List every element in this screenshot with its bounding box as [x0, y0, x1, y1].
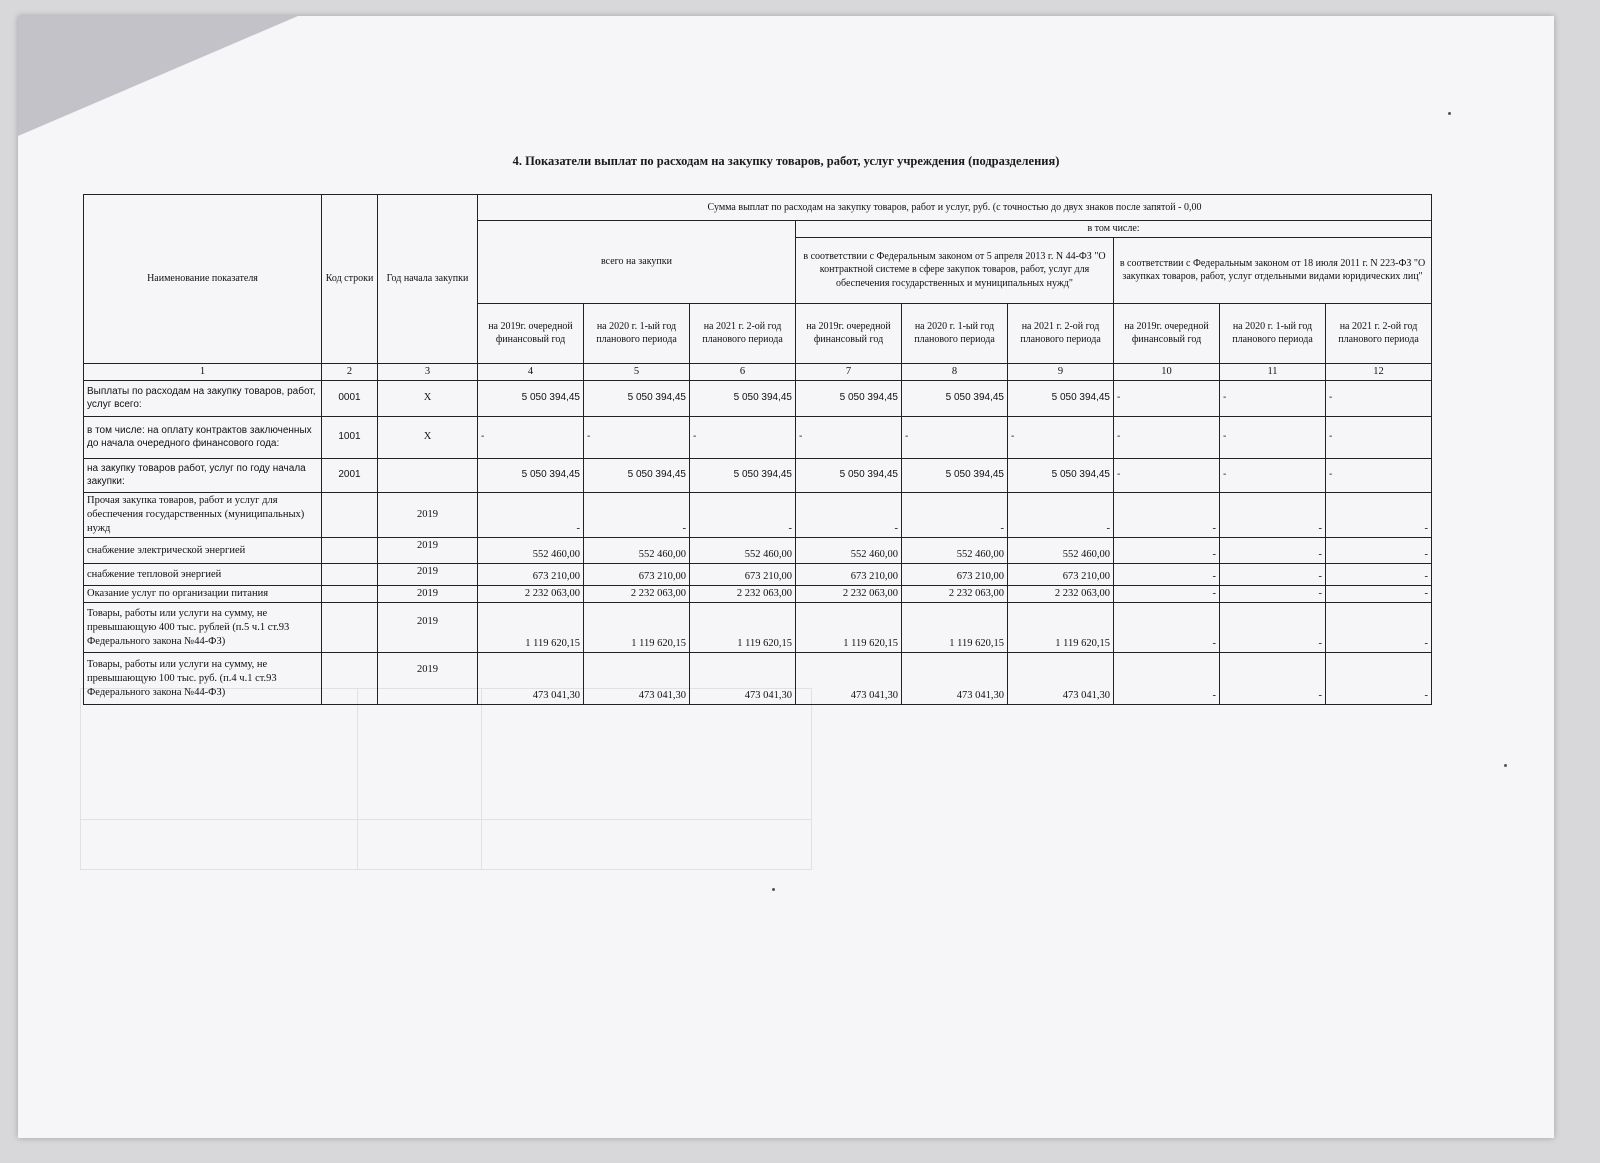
row-name: снабжение электрической энергией — [84, 538, 322, 564]
header-including: в том числе: — [796, 221, 1432, 238]
cell-value: 5 050 394,45 — [1008, 380, 1114, 416]
scan-speck — [1504, 764, 1507, 767]
column-number: 10 — [1114, 363, 1220, 380]
cell-value: 5 050 394,45 — [584, 380, 690, 416]
table-row — [84, 492, 1432, 538]
cell-value: - — [1220, 564, 1326, 586]
cell-value: - — [1114, 458, 1220, 492]
cell-value: - — [1008, 416, 1114, 458]
column-number: 6 — [690, 363, 796, 380]
cell-value: - — [1220, 538, 1326, 564]
row-code — [322, 653, 378, 705]
cell-value: 5 050 394,45 — [902, 380, 1008, 416]
column-number: 9 — [1008, 363, 1114, 380]
table-row — [84, 538, 1432, 564]
table-row — [84, 564, 1432, 586]
cell-value: - — [796, 492, 902, 538]
header-period: на 2019г. очередной финансовый год — [796, 303, 902, 363]
row-year — [378, 458, 478, 492]
header-law-44: в соответствии с Федеральным законом от 5 апреля 2013 г. N 44-ФЗ "О контрактной системе в сфере закупок товаров, работ, услуг для обеспечения государственных и муниципальных нужд" — [796, 237, 1114, 303]
column-number: 1 — [84, 363, 322, 380]
header-period: на 2020 г. 1-ый год планового периода — [584, 303, 690, 363]
cell-value: - — [1220, 458, 1326, 492]
row-year: 2019 — [378, 538, 478, 564]
header-name: Наименование показателя — [84, 195, 322, 364]
column-number: 8 — [902, 363, 1008, 380]
cell-value: 473 041,30 — [902, 653, 1008, 705]
cell-value: - — [1114, 653, 1220, 705]
cell-value: 1 119 620,15 — [584, 603, 690, 653]
cell-value: 2 232 063,00 — [1008, 586, 1114, 603]
table-row — [84, 603, 1432, 653]
cell-value: - — [1114, 603, 1220, 653]
row-code: 0001 — [322, 380, 378, 416]
cell-value: - — [1114, 416, 1220, 458]
procurement-payments-table — [83, 194, 1432, 705]
cell-value: 673 210,00 — [1008, 564, 1114, 586]
cell-value: - — [1326, 492, 1432, 538]
cell-value: 5 050 394,45 — [690, 380, 796, 416]
row-code: 2001 — [322, 458, 378, 492]
cell-value: - — [1114, 564, 1220, 586]
cell-value: 473 041,30 — [584, 653, 690, 705]
row-year: 2019 — [378, 603, 478, 653]
row-year: X — [378, 380, 478, 416]
cell-value: - — [1114, 380, 1220, 416]
cell-value: - — [1220, 586, 1326, 603]
cell-value: - — [584, 416, 690, 458]
cell-value: - — [1326, 416, 1432, 458]
row-name: на закупку товаров работ, услуг по году начала закупки: — [84, 458, 322, 492]
column-number: 2 — [322, 363, 378, 380]
cell-value: 1 119 620,15 — [902, 603, 1008, 653]
header-period: на 2021 г. 2-ой год планового периода — [690, 303, 796, 363]
header-period: на 2019г. очередной финансовый год — [478, 303, 584, 363]
cell-value: 552 460,00 — [478, 538, 584, 564]
cell-value: - — [1326, 603, 1432, 653]
cell-value: - — [478, 492, 584, 538]
header-total: всего на закупки — [478, 221, 796, 304]
cell-value: 673 210,00 — [902, 564, 1008, 586]
cell-value: 552 460,00 — [796, 538, 902, 564]
cell-value: - — [1326, 380, 1432, 416]
scan-speck — [772, 888, 775, 891]
cell-value: 5 050 394,45 — [584, 458, 690, 492]
cell-value: - — [690, 416, 796, 458]
table-row — [84, 586, 1432, 603]
cell-value: - — [796, 416, 902, 458]
table-row — [84, 416, 1432, 458]
column-number: 3 — [378, 363, 478, 380]
row-year: 2019 — [378, 586, 478, 603]
cell-value: 473 041,30 — [1008, 653, 1114, 705]
cell-value: 5 050 394,45 — [796, 380, 902, 416]
cell-value: - — [1326, 458, 1432, 492]
row-code — [322, 586, 378, 603]
row-name: в том числе: на оплату контрактов заключенных до начала очередного финансового года: — [84, 416, 322, 458]
row-name: снабжение тепловой энергией — [84, 564, 322, 586]
table-row — [84, 653, 1432, 705]
header-period: на 2019г. очередной финансовый год — [1114, 303, 1220, 363]
cell-value: 2 232 063,00 — [690, 586, 796, 603]
table-row — [84, 458, 1432, 492]
cell-value: 5 050 394,45 — [1008, 458, 1114, 492]
row-name: Оказание услуг по организации питания — [84, 586, 322, 603]
cell-value: 1 119 620,15 — [478, 603, 584, 653]
header-code: Код строки — [322, 195, 378, 364]
row-year: 2019 — [378, 653, 478, 705]
row-year: 2019 — [378, 492, 478, 538]
cell-value: 1 119 620,15 — [1008, 603, 1114, 653]
cell-value: 552 460,00 — [902, 538, 1008, 564]
page-fold-shadow — [18, 16, 298, 136]
bleed-through-table — [80, 688, 812, 870]
cell-value: - — [584, 492, 690, 538]
table-row — [84, 380, 1432, 416]
cell-value: - — [1220, 653, 1326, 705]
header-period: на 2021 г. 2-ой год планового периода — [1326, 303, 1432, 363]
cell-value: 5 050 394,45 — [478, 380, 584, 416]
row-name: Прочая закупка товаров, работ и услуг для обеспечения государственных (муниципальных) нужд — [84, 492, 322, 538]
row-name: Выплаты по расходам на закупку товаров, работ, услуг всего: — [84, 380, 322, 416]
column-numbers-row — [84, 363, 1432, 380]
header-period: на 2021 г. 2-ой год планового периода — [1008, 303, 1114, 363]
row-code — [322, 492, 378, 538]
column-number: 4 — [478, 363, 584, 380]
cell-value: 5 050 394,45 — [902, 458, 1008, 492]
header-law-223: в соответствии с Федеральным законом от 18 июля 2011 г. N 223-ФЗ "О закупках товаров, работ, услуг отдельными видами юридических лиц" — [1114, 237, 1432, 303]
cell-value: - — [1326, 586, 1432, 603]
cell-value: 2 232 063,00 — [478, 586, 584, 603]
header-period: на 2020 г. 1-ый год планового периода — [902, 303, 1008, 363]
row-name: Товары, работы или услуги на сумму, не превышающую 100 тыс. руб. (п.4 ч.1 ст.93 Федерального закона №44-ФЗ) — [84, 653, 322, 705]
cell-value: - — [1008, 492, 1114, 538]
cell-value: - — [690, 492, 796, 538]
scan-speck — [1448, 112, 1451, 115]
cell-value: - — [1114, 492, 1220, 538]
cell-value: 2 232 063,00 — [584, 586, 690, 603]
cell-value: 2 232 063,00 — [902, 586, 1008, 603]
row-name: Товары, работы или услуги на сумму, не превышающую 400 тыс. рублей (п.5 ч.1 ст.93 Федерального закона №44-ФЗ) — [84, 603, 322, 653]
cell-value: 552 460,00 — [690, 538, 796, 564]
row-code — [322, 564, 378, 586]
cell-value: - — [1326, 538, 1432, 564]
row-code — [322, 538, 378, 564]
cell-value: 5 050 394,45 — [796, 458, 902, 492]
column-number: 12 — [1326, 363, 1432, 380]
cell-value: - — [1220, 380, 1326, 416]
cell-value: 673 210,00 — [478, 564, 584, 586]
column-number: 7 — [796, 363, 902, 380]
cell-value: 552 460,00 — [584, 538, 690, 564]
cell-value: 673 210,00 — [690, 564, 796, 586]
cell-value: - — [902, 492, 1008, 538]
cell-value: - — [1326, 653, 1432, 705]
row-code: 1001 — [322, 416, 378, 458]
cell-value: 1 119 620,15 — [796, 603, 902, 653]
cell-value: 2 232 063,00 — [796, 586, 902, 603]
cell-value: 673 210,00 — [796, 564, 902, 586]
cell-value: 552 460,00 — [1008, 538, 1114, 564]
cell-value: - — [902, 416, 1008, 458]
cell-value: - — [478, 416, 584, 458]
column-number: 11 — [1220, 363, 1326, 380]
cell-value: - — [1220, 603, 1326, 653]
cell-value: 473 041,30 — [796, 653, 902, 705]
row-year: 2019 — [378, 564, 478, 586]
header-sum: Сумма выплат по расходам на закупку товаров, работ и услуг, руб. (с точностью до двух знаков после запятой - 0,00 — [478, 195, 1432, 221]
cell-value: 1 119 620,15 — [690, 603, 796, 653]
cell-value: - — [1114, 538, 1220, 564]
page-title: 4. Показатели выплат по расходам на закупку товаров, работ, услуг учреждения (подразделения) — [512, 154, 1060, 168]
cell-value: 673 210,00 — [584, 564, 690, 586]
cell-value: - — [1220, 492, 1326, 538]
cell-value: 473 041,30 — [690, 653, 796, 705]
cell-value: - — [1220, 416, 1326, 458]
header-period: на 2020 г. 1-ый год планового периода — [1220, 303, 1326, 363]
column-number: 5 — [584, 363, 690, 380]
header-year: Год начала закупки — [378, 195, 478, 364]
row-year: X — [378, 416, 478, 458]
cell-value: - — [1326, 564, 1432, 586]
row-code — [322, 603, 378, 653]
scanned-page — [18, 16, 1554, 1138]
cell-value: - — [1114, 586, 1220, 603]
cell-value: 473 041,30 — [478, 653, 584, 705]
cell-value: 5 050 394,45 — [690, 458, 796, 492]
cell-value: 5 050 394,45 — [478, 458, 584, 492]
